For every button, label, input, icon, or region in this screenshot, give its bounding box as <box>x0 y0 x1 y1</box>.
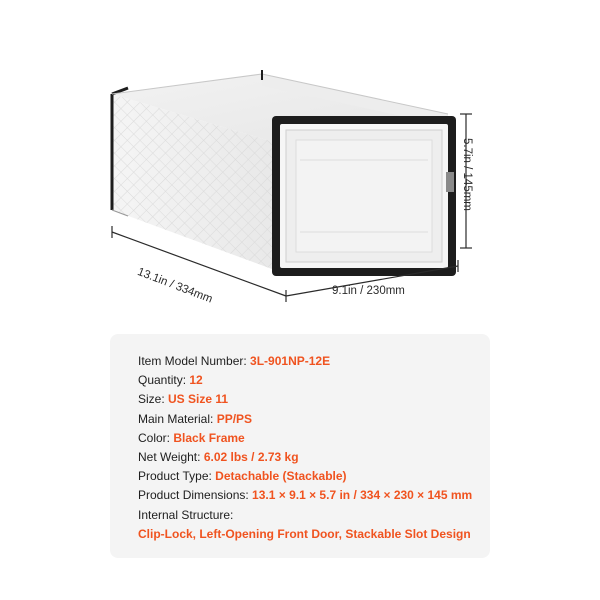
spec-label: Product Type: <box>138 469 216 484</box>
spec-value: 13.1 × 9.1 × 5.7 in / 334 × 230 × 145 mm <box>252 488 473 503</box>
spec-value: 6.02 lbs / 2.73 kg <box>203 450 299 465</box>
spec-row-size <box>138 390 472 409</box>
spec-label: Main Material: <box>138 411 217 426</box>
spec-value: US Size 11 <box>168 392 229 407</box>
spec-label: Item Model Number: <box>138 354 251 368</box>
spec-row-model-number <box>138 352 472 371</box>
spec-label: Color: <box>138 430 174 445</box>
door-latch <box>446 172 454 192</box>
spec-label: Net Weight: <box>138 450 204 465</box>
spec-list <box>138 352 472 544</box>
spec-row-product-type <box>138 467 472 486</box>
spec-value: 12 <box>189 373 203 388</box>
spec-value: PP/PS <box>216 411 253 426</box>
height-dimension-label: 5.7in / 145mm <box>461 138 473 211</box>
spec-row-internal-structure <box>138 506 472 525</box>
spec-row-weight <box>138 448 472 467</box>
spec-card <box>110 334 490 558</box>
width-dimension-label: 9.1in / 230mm <box>332 285 405 297</box>
spec-label: Product Dimensions: <box>138 488 253 503</box>
spec-label: Internal Structure: <box>138 507 234 522</box>
spec-row-dimensions <box>138 486 472 505</box>
spec-value: Clip-Lock, Left-Opening Front Door, Stackable Slot Design <box>138 526 471 541</box>
spec-row-color <box>138 429 472 448</box>
spec-value: Black Frame <box>173 430 245 445</box>
spec-label: Quantity: <box>138 373 190 388</box>
depth-dimension-label: 13.1in / 334mm <box>135 266 215 306</box>
spec-row-structure-details <box>138 525 472 544</box>
spec-row-material <box>138 410 472 429</box>
spec-value: Detachable (Stackable) <box>215 469 347 484</box>
spec-label: Size: <box>138 392 169 407</box>
spec-row-quantity <box>138 371 472 390</box>
spec-value: 3L-901NP-12E <box>250 354 331 368</box>
